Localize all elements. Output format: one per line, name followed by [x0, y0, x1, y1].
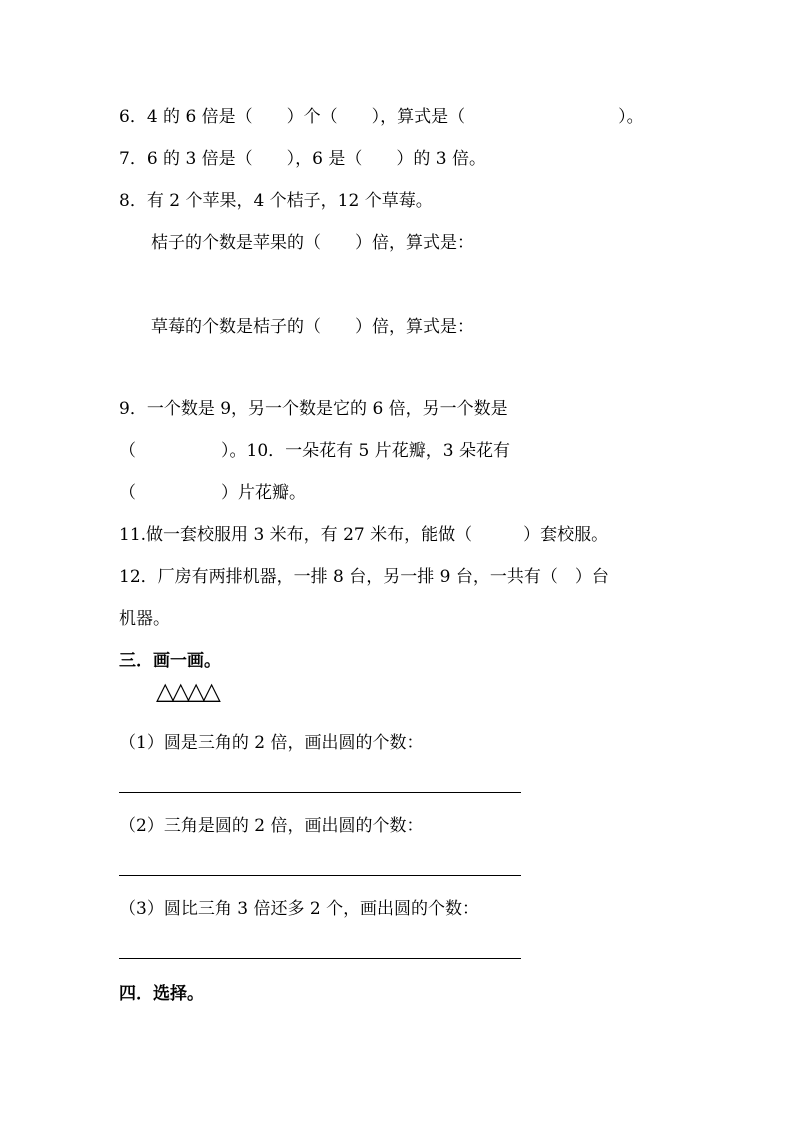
- answer-line-2: [119, 875, 521, 876]
- answer-line-1: [119, 792, 521, 793]
- section-4-heading: 四．选择。: [119, 984, 204, 1004]
- question-8-part-a: 桔子的个数是苹果的（ ）倍，算式是：: [151, 233, 474, 253]
- section-3-heading: 三．画一画。: [119, 651, 221, 671]
- answer-line-3: [119, 958, 521, 959]
- question-12-line-2: 机器。: [119, 609, 170, 629]
- question-9-line-2: （ ）。10．一朵花有 5 片花瓣，3 朵花有: [119, 441, 510, 461]
- question-6: 6．4 的 6 倍是（ ）个（ ），算式是（ ）。: [119, 107, 644, 127]
- drawing-prompt-2: （2）三角是圆的 2 倍，画出圆的个数：: [119, 816, 424, 836]
- question-8-part-b: 草莓的个数是桔子的（ ）倍，算式是：: [151, 317, 474, 337]
- question-8: 8．有 2 个苹果，4 个桔子，12 个草莓。: [119, 191, 433, 211]
- drawing-prompt-1: （1）圆是三角的 2 倍，画出圆的个数：: [119, 733, 424, 753]
- drawing-prompt-3: （3）圆比三角 3 倍还多 2 个，画出圆的个数：: [119, 899, 480, 919]
- question-7: 7．6 的 3 倍是（ ），6 是（ ）的 3 倍。: [119, 149, 487, 169]
- question-9-line-1: 9．一个数是 9，另一个数是它的 6 倍，另一个数是: [119, 399, 508, 419]
- question-10-line-2: （ ）片花瓣。: [119, 483, 306, 503]
- question-11: 11.做一套校服用 3 米布，有 27 米布，能做（ ）套校服。: [119, 525, 609, 545]
- question-12-line-1: 12．厂房有两排机器，一排 8 台，另一排 9 台，一共有（ ）台: [119, 567, 609, 587]
- triangle-row: △△△△: [156, 677, 218, 705]
